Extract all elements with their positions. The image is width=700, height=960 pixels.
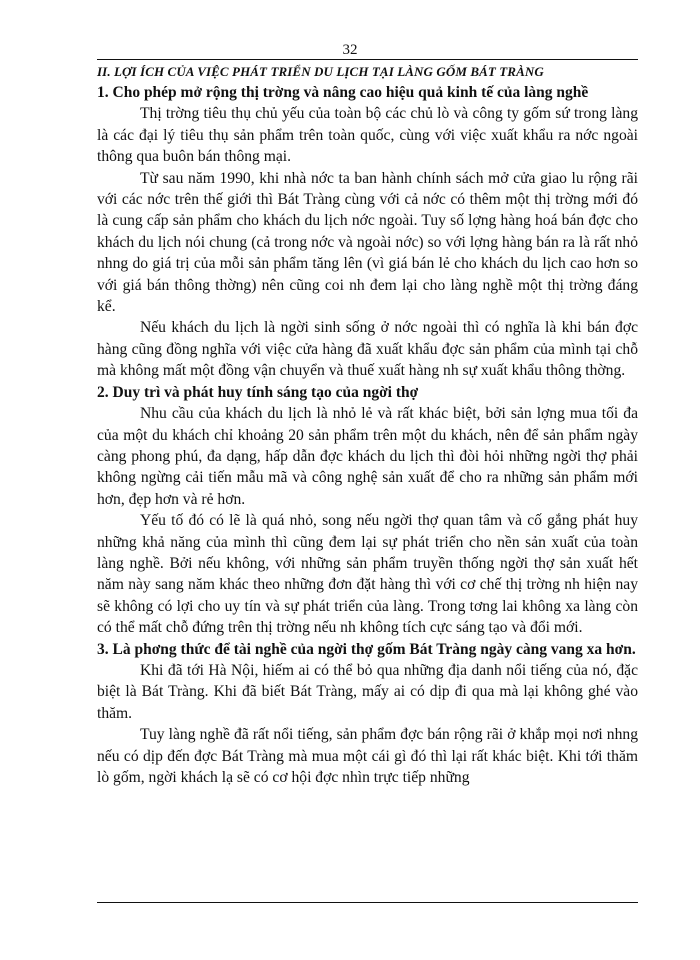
section-1-paragraph-1: Thị trờng tiêu thụ chủ yếu của toàn bộ các chủ lò và công ty gốm sứ trong làng là các đại lý tiêu thụ sản phẩm trên toàn quốc, cùng với việc xuất khẩu ra nớc ngoài thông qua buôn bán thông mại. bbox=[97, 105, 638, 166]
section-1-paragraph-2: Từ sau năm 1990, khi nhà nớc ta ban hành chính sách mở cửa giao lu rộng rãi với các nớc trên thế giới thì Bát Tràng cùng với cả nớc có thêm một thị trờng mới đó là cung cấp sản phẩm cho khách du lịch nớc ngoài. Tuy số lợng hàng hoá bán đợc cho khách du lịch nói chung (cả trong nớc và ngoài nớc) so với lợng hàng bán ra là rất nhỏ nhng do giá trị của mỗi sản phẩm tăng lên (vì giá bán lẻ cho khách du lịch cao hơn so với giá bán thông thờng) nên cũng coi nh đem lại cho làng nghề một thị trờng đáng kể. bbox=[97, 169, 638, 316]
section-2-paragraph-2: Yếu tố đó có lẽ là quá nhỏ, song nếu ngời thợ quan tâm và cố gắng phát huy những khả năng của mình thì cũng đem lại sự phát triển cho nền sản xuất của toàn làng nghề. Bởi nếu không, với những sản phẩm truyền thống ngời thợ sản xuất hết năm này sang năm khác theo những đơn đặt hàng thì với cơ chế thị trờng nh hiện nay sẽ không có lợi cho uy tín và sự phát triển của làng. Trong tơng lai không xa làng còn có thể mất chỗ đứng trên thị trờng nếu nh không tích cực sáng tạo và đổi mới. bbox=[97, 512, 638, 637]
section-3-heading: 3. Là phơng thức để tài nghề của ngời thợ gốm Bát Tràng ngày càng vang xa hơn. bbox=[97, 640, 636, 658]
page-content bbox=[97, 62, 638, 788]
section-3-paragraph-1: Khi đã tới Hà Nội, hiếm ai có thể bỏ qua những địa danh nổi tiếng của nó, đặc biệt là Bát Tràng. Khi đã biết Bát Tràng, mấy ai có dịp đi qua mà lại không ghé vào thăm. bbox=[97, 661, 638, 722]
section-2-heading: 2. Duy trì và phát huy tính sáng tạo của ngời thợ bbox=[97, 383, 419, 401]
section-3-paragraph-2: Tuy làng nghề đã rất nổi tiếng, sản phẩm đợc bán rộng rãi ở khắp mọi nơi nhng nếu có dịp đến đợc Bát Tràng mà mua một cái gì đó thì lại rất khác biệt. Khi tới thăm lò gốm, ngời khách lạ sẽ có cơ hội đợc nhìn trực tiếp những bbox=[97, 726, 638, 786]
footer-rule bbox=[97, 902, 638, 903]
section-2-paragraph-1: Nhu cầu của khách du lịch là nhỏ lẻ và rất khác biệt, bởi sản lợng mua tối đa của một du khách chỉ khoảng 20 sản phẩm trên một du khách, nên để sản phẩm ngày càng phong phú, đa dạng, hấp dẫn đợc khách du lịch thì đòi hỏi những ngời thợ phải không ngừng cải tiến mẫu mã và công nghệ sản xuất để cho ra những sản phẩm mới hơn, đẹp hơn và rẻ hơn. bbox=[97, 405, 638, 508]
section-1-paragraph-3: Nếu khách du lịch là ngời sinh sống ở nớc ngoài thì có nghĩa là khi bán đợc hàng cũng đồng nghĩa với việc cửa hàng đã xuất khẩu đợc sản phẩm của mình tại chỗ mà không mất một đồng vận chuyển và thuế xuất hàng nh sự xuất khẩu thông thờng. bbox=[97, 319, 638, 380]
section-title: II. LỢI ÍCH CỦA VIỆC PHÁT TRIỂN DU LỊCH TẠI LÀNG GỐM BÁT TRÀNG bbox=[97, 64, 544, 79]
page-number: 32 bbox=[342, 42, 358, 58]
section-1-heading: 1. Cho phép mở rộng thị trờng và nâng cao hiệu quả kinh tế của làng nghề bbox=[97, 84, 589, 101]
header-rule bbox=[97, 59, 638, 60]
